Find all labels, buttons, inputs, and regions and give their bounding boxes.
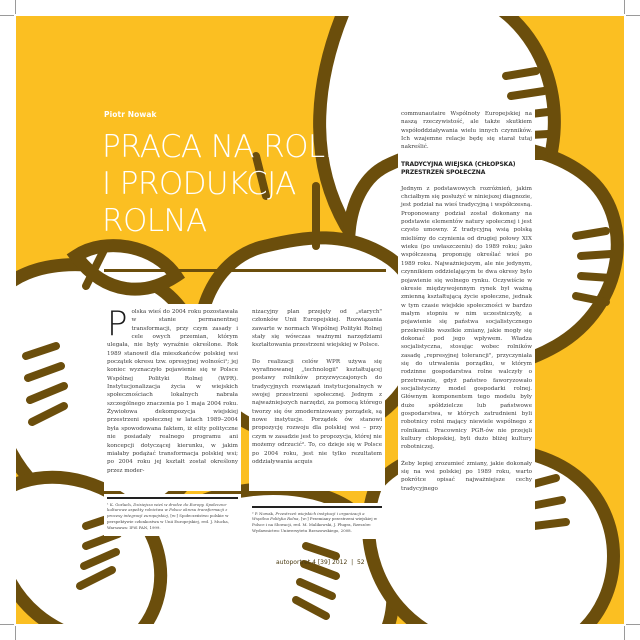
footnote-source: [w:] Społeczeństwo polskie w perspektywie członkostwa w Unii Europejskiej, red. J. Mucha, Warszawa: IFiS PAN, 1999. xyxy=(107,513,229,531)
footnote-rule xyxy=(107,497,238,499)
crop-mark-bl-h xyxy=(0,624,14,625)
footnote-marker: ¹ xyxy=(107,501,109,507)
section-heading: TRADYCYJNA WIEJSKA (CHŁOPSKA) PRZESTRZEŃ SPOŁECZNA xyxy=(401,160,516,176)
article-title xyxy=(102,129,333,240)
footnote-source: [w:] Przemiany przestrzeni wiejskiej w Polsce i na Słowacji, red. M. Malikowski, J. Pługra, Rzeszów: Wydawnictwo Uniwersytetu Rzeszowskiego, 2008. xyxy=(252,516,378,534)
crop-mark-tr-v xyxy=(624,0,625,14)
title-divider xyxy=(104,269,386,272)
author-name: Piotr Nowak xyxy=(104,110,157,119)
footnote-author: P. Nowak, xyxy=(254,510,275,516)
crop-mark-tl-v xyxy=(15,0,16,14)
drop-cap: P xyxy=(107,304,128,344)
footnote-title: Dzisiejsza wieś w drodze do Europy. Społeczno-kulturowe aspekty rolnictwa w Polsce okresu transformacji z procesy integracji europejskiej, xyxy=(107,501,228,519)
paragraph: nizacyjny plan przejęty od „starych" członków Unii Europejskiej. Rozwiązania zawarte w normach Wspólnej Polityki Rolnej stały się wówczas ważnymi narzędziami kształtowania przestrzeni wiejskiej w Polsce. xyxy=(252,309,382,349)
paragraph: communautaire Wspólnoty Europejskiej na naszą rzeczywistość, ale także skutkiem współoddziaływania wielu innych czynników. Ich wzajemne relacje będę się starał tutaj nakreślić. xyxy=(401,111,532,151)
crop-mark-br-h xyxy=(626,624,640,625)
footnote-2 xyxy=(249,503,385,539)
title-line-3: ROLNA xyxy=(102,203,207,239)
paragraph: Jednym z podstawowych rozróżnień, jakim chciałbym się posłużyć w niniejszej diagnozie, jest podział na wieś tradycyjną i współczesną. Proponowany podział został dokonany na podstawie elementów natury społecznej i jest czysto umowny. Z tradycyjną wsią polską mieliśmy do czynienia od drugiej połowy XIX wieku (po uwłaszczeniu) do 1989 roku; jako współczesną proponuję określać wieś po 1989 roku. Najważniejszym, ale nie jedynym, czynnikiem oddzielającym te dwa okresy było pojawienie się wolnego rynku. Oczywiście w okresie międzywojennym rynek był ważną zmienną kształtującą życie społeczne, jednak w tym czasie wiejskie społeczności w bardzo małym stopniu w nim uczestniczyły, a pojawienie się państwa socjalistycznego przekreśliło wszelkie zmiany, jakie mogły się dokonać pod jego wpływem. Władza socjalistyczna, stosując wobec rolników zasadę „represyjnej tolerancji", przyczyniała się do utrwalenia porządku, w którym rodzinne gospodarstwa rolne walczyły o przetrwanie, gdyż państwo faworyzowało socjalistyczny model gospodarki rolnej. Głównym komponentem tego modelu były duże spółdzielcze lub państwowe gospodarstwa, w których zatrudnieni byli robotnicy rolni mający niewiele wspólnego z rolnikami. Pracownicy PGR-ów nie przejęli kultury chłopskiej, byli dużo bliżej kultury robotniczej. xyxy=(401,185,532,451)
article-column-3 xyxy=(398,106,535,540)
paragraph: olska wieś do 2004 roku pozostawała w stanie permanentnej transformacji, przy czym zasady i cele owych przemian, którym ulegała, nie były wyraźnie określone. Rok 1989 stanowił dla mieszkańców polskiej wsi początek okresu tzw. opresyjnej wolności¹; jej koniec wyznaczyło pojawienie się w Polsce Wspólnej Polityki Rolnej (WPR). Instytucjonalizacja życia w wiejskich społecznościach lokalnych nabrała szczególnego znaczenia po 1 maja 2004 roku. Żywiołowa dekompozycja wiejskiej przestrzeni społecznej w latach 1989–2004 była spowodowana faktem, iż elity polityczne nie posiadały realnego programu ani koncepcji dotyczącej kierunku, w jakim miałaby podążać transformacja polskiej wsi; po 2004 roku jej kształt został określony przez moder- xyxy=(107,309,238,474)
footnote-marker: ² xyxy=(252,510,254,516)
crop-mark-tr-h xyxy=(626,15,640,16)
title-line-1: PRACA NA ROLI xyxy=(102,129,334,165)
paragraph: Do realizacji celów WPR używa się wyrafinowanej „technologii" kształtującej postawy rolników przyzwyczajonych do tradycyjnych rozwiązań instytucjonalnych w swojej przestrzeni społecznej. Jednym z najważniejszych narzędzi, za pomocą którego tworzy się ów zmodernizowany porządek, są nowe instytucje. Porządek ów stanowi propozycję rozwoju dla polskiej wsi – przy czym w zasadzie jest to propozycja, której nie możemy odrzucić². To, co dzieje się w Polsce po 2004 roku, jest nie tylko rezultatem oddziaływania acquis xyxy=(252,358,382,465)
footnote-title: Przestrzeń wiejskich instytucji i organizacji a Wspólna Polityka Rolna, xyxy=(252,510,365,522)
paragraph: Żeby lepiej zrozumieć zmiany, jakie dokonały się na wsi polskiej po 1989 roku, warto pokrótce opisać najważniejsze cechy tradycyjnego xyxy=(401,460,532,492)
crop-mark-bl-v xyxy=(15,626,16,640)
magazine-page xyxy=(16,16,624,624)
title-line-2: I PRODUKCJA xyxy=(102,166,296,202)
footnote-1 xyxy=(104,494,241,536)
crop-mark-br-v xyxy=(624,626,625,640)
crop-mark-tl-h xyxy=(0,15,14,16)
footnote-author: K. Gorlach, xyxy=(109,501,132,507)
page-folio: autoportret 4 [39] 2012 | 52 xyxy=(276,559,365,566)
footnote-rule xyxy=(252,506,382,508)
article-column-1 xyxy=(104,304,241,491)
article-column-2 xyxy=(249,304,385,491)
